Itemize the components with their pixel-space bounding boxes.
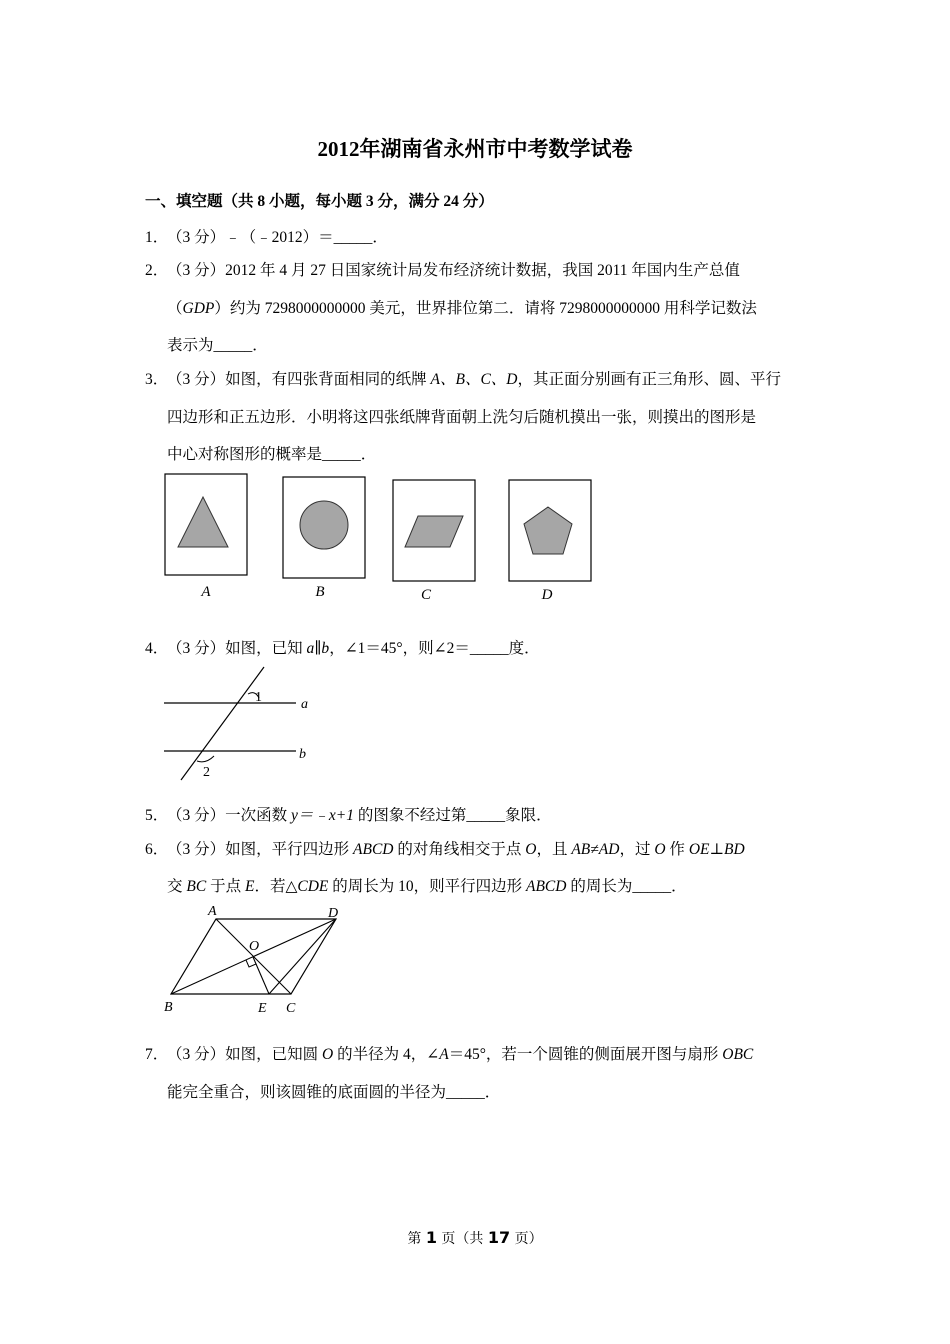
card-label-d: D: [541, 587, 553, 603]
text-a: A: [439, 1046, 449, 1063]
text: （3 分）如图，平行四边形: [167, 841, 354, 858]
card-a: [165, 474, 247, 600]
question-2-line-3: 表示为_____．: [167, 337, 268, 354]
text-ab: a∥b: [306, 640, 330, 657]
page-number: 1: [425, 1228, 437, 1247]
question-number: 7．: [145, 1046, 169, 1063]
card-label-b: B: [315, 584, 325, 600]
text-o: O: [654, 841, 666, 858]
text-o: O: [525, 841, 537, 858]
question-5: [145, 803, 552, 825]
segment-de: [269, 919, 336, 994]
angle-2-label: 2: [203, 765, 210, 780]
footer-text: 页）: [510, 1231, 543, 1247]
text-bc: BC: [186, 878, 207, 895]
question-number: 3．: [145, 371, 169, 388]
text: （3 分）如图，已知: [167, 640, 307, 657]
page-title: 2012年湖南省永州市中考数学试卷: [317, 137, 633, 161]
text: 的周长为_____．: [566, 878, 687, 895]
card-d: [509, 480, 591, 603]
question-3-line-2: 四边形和正五边形．小明将这四张纸牌背面朝上洗匀后随机摸出一张，则摸出的图形是: [167, 409, 757, 426]
text-o: O: [322, 1046, 334, 1063]
text-abcd: ABCD: [353, 841, 394, 858]
parallelogram-figure: [160, 900, 350, 1020]
parallel-lines-figure: [160, 660, 330, 785]
text: 作: [665, 841, 689, 858]
text: （: [167, 300, 183, 317]
text: 交: [167, 878, 187, 895]
point-c-label: C: [286, 1001, 296, 1016]
card-b: [283, 477, 365, 600]
question-number: 1．: [145, 229, 169, 246]
text: ，过: [619, 841, 655, 858]
text-ab-ad: AB≠AD: [571, 841, 620, 858]
cards-figure: [160, 470, 600, 605]
point-a-label: A: [208, 904, 217, 919]
text: ，∠1＝45°，则∠2＝_____度．: [329, 640, 540, 657]
point-b-label: B: [164, 1000, 173, 1015]
diagonal-bd: [171, 919, 336, 994]
card-c: [393, 480, 475, 603]
text: 的对角线相交于点: [393, 841, 526, 858]
footer-text: 页（共: [436, 1231, 488, 1247]
text-obc: OBC: [722, 1046, 754, 1063]
text: ）约为 7298000000000 美元，世界排位第二．请将 7298000000000 用科学记数法: [214, 300, 757, 317]
line-b-label: b: [299, 747, 306, 762]
text: 的图象不经过第_____象限．: [354, 807, 552, 824]
text: ＝45°，若一个圆锥的侧面展开图与扇形: [448, 1046, 723, 1063]
line-a-label: a: [301, 697, 308, 712]
question-1: [145, 225, 388, 247]
text: （3 分）如图，有四张背面相同的纸牌: [167, 371, 431, 388]
text-gdp: GDP: [182, 300, 215, 317]
question-6-line-2: [167, 874, 687, 896]
text: 的半径为 4，∠: [333, 1046, 440, 1063]
angle-2-arc: [197, 756, 214, 762]
question-number: 2．: [145, 262, 169, 279]
circle-shape: [300, 501, 348, 549]
text-oe-bd: OE⊥BD: [688, 841, 745, 858]
question-text: （3 分）2012 年 4 月 27 日国家统计局发布经济统计数据，我国 2011 年国内生产总值: [167, 262, 740, 279]
text: （3 分）如图，已知圆: [167, 1046, 323, 1063]
section-heading: 一、填空题（共 8 小题，每小题 3 分，满分 24 分）: [145, 193, 494, 210]
text: （3 分）一次函数: [167, 807, 292, 824]
text: ．若△: [254, 878, 298, 895]
card-label-a: A: [201, 584, 211, 600]
text-cards: A、B、C、D: [430, 371, 518, 388]
question-number: 5．: [145, 807, 169, 824]
question-6: [145, 837, 745, 859]
text: 的周长为 10，则平行四边形: [328, 878, 526, 895]
question-2-line-2: [167, 296, 757, 318]
page-footer: [0, 1228, 950, 1248]
point-e-label: E: [258, 1001, 267, 1016]
question-4: [145, 636, 540, 658]
text: ，且: [536, 841, 572, 858]
question-3-line-3: 中心对称图形的概率是_____．: [167, 446, 377, 463]
segment-oe: [253, 957, 269, 994]
text-function: y＝﹣x+1: [291, 807, 354, 824]
card-label-c: C: [420, 587, 432, 603]
angle-1-label: 1: [255, 690, 262, 705]
text: ，其正面分别画有正三角形、圆、平行: [517, 371, 781, 388]
page-total: 17: [487, 1228, 511, 1247]
text-cde: CDE: [297, 878, 329, 895]
footer-text: 第: [407, 1231, 426, 1247]
point-o-label: O: [249, 939, 260, 954]
question-text: （3 分）﹣（﹣2012）＝_____．: [167, 229, 388, 246]
question-number: 6．: [145, 841, 169, 858]
transversal: [181, 667, 264, 780]
point-d-label: D: [328, 906, 339, 921]
text-e: E: [244, 878, 255, 895]
text: 于点: [206, 878, 245, 895]
text-abcd: ABCD: [526, 878, 567, 895]
question-number: 4．: [145, 640, 169, 657]
question-7: [145, 1042, 753, 1064]
question-7-line-2: 能完全重合，则该圆锥的底面圆的半径为_____．: [167, 1084, 501, 1101]
question-3: [145, 367, 781, 389]
question-2: [145, 258, 740, 280]
